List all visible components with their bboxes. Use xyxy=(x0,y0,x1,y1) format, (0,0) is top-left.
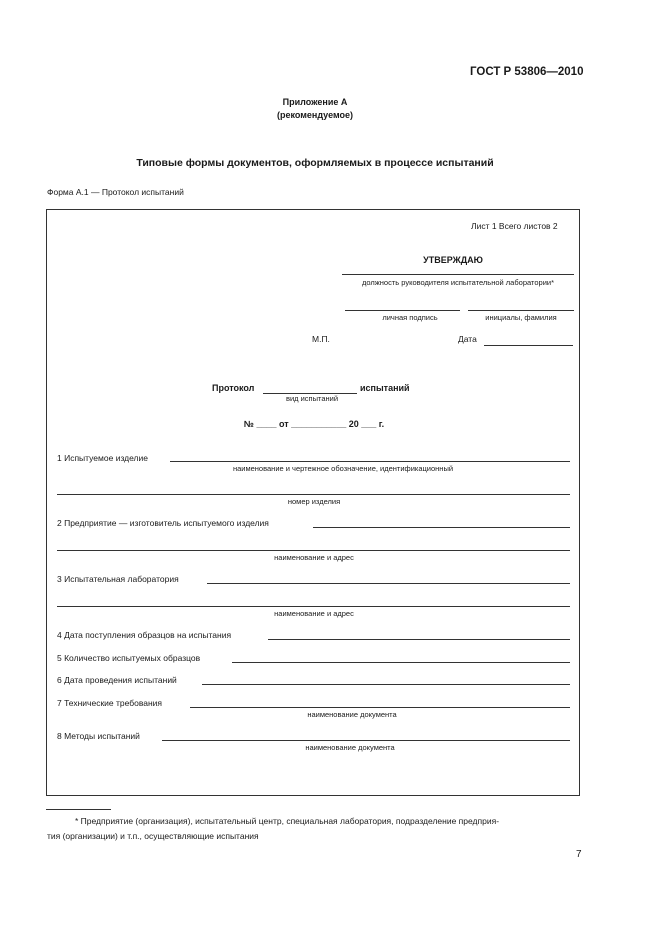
item-2-line xyxy=(313,527,570,528)
date-label: Дата xyxy=(458,334,477,344)
item-3-line xyxy=(207,583,570,584)
position-caption: должность руководителя испытательной лаборатории* xyxy=(362,278,554,287)
protocol-title-left: Протокол xyxy=(212,383,255,393)
item-2-line-2 xyxy=(57,550,570,551)
item-1-caption: наименование и чертежное обозначение, идентификационный xyxy=(232,464,454,473)
appendix-title: Приложение А xyxy=(282,97,348,107)
page-number: 7 xyxy=(576,849,582,860)
appendix-status: (рекомендуемое) xyxy=(277,110,353,120)
footnote-line-2: тия (организации) и т.п., осуществляющие испытания xyxy=(47,831,259,841)
item-3-line-2 xyxy=(57,606,570,607)
item-8-label: 8 Методы испытаний xyxy=(57,731,140,741)
stamp-label: М.П. xyxy=(312,334,330,344)
item-1-line-2 xyxy=(57,494,570,495)
item-4-label: 4 Дата поступления образцов на испытания xyxy=(57,630,232,640)
item-7-caption: наименование документа xyxy=(307,710,397,719)
item-6-line xyxy=(202,684,570,685)
sheet-count: Лист 1 Всего листов 2 xyxy=(471,221,558,231)
item-3-caption: наименование и адрес xyxy=(274,609,354,618)
item-2-label: 2 Предприятие — изготовитель испытуемого изделия xyxy=(57,518,269,528)
item-3-label: 3 Испытательная лаборатория xyxy=(57,574,179,584)
item-7-label: 7 Технические требования xyxy=(57,698,163,708)
item-6-label: 6 Дата проведения испытаний xyxy=(57,675,177,685)
footnote-line-1: * Предприятие (организация), испытательный центр, специальная лаборатория, подразделение предприя- xyxy=(75,816,500,826)
approve-title: УТВЕРЖДАЮ xyxy=(423,255,483,265)
item-8-line xyxy=(162,740,570,741)
date-line xyxy=(484,345,573,346)
item-1-label: 1 Испытуемое изделие xyxy=(57,453,148,463)
protocol-type-caption: вид испытаний xyxy=(285,394,339,403)
protocol-number: № ____ от ___________ 20 ___ г. xyxy=(243,419,385,429)
item-7-line xyxy=(190,707,570,708)
item-5-label: 5 Количество испытуемых образцов xyxy=(57,653,201,663)
name-line xyxy=(468,310,574,311)
signature-line xyxy=(345,310,460,311)
name-caption: инициалы, фамилия xyxy=(485,313,557,322)
item-1-caption-2: номер изделия xyxy=(287,497,341,506)
item-8-caption: наименование документа xyxy=(305,743,395,752)
protocol-title-right: испытаний xyxy=(360,383,410,393)
standard-number: ГОСТ Р 53806—2010 xyxy=(470,66,584,78)
item-1-line xyxy=(170,461,570,462)
form-caption: Форма А.1 — Протокол испытаний xyxy=(47,187,184,197)
signature-caption: личная подпись xyxy=(382,313,438,322)
item-2-caption: наименование и адрес xyxy=(274,553,354,562)
section-title: Типовые формы документов, оформляемых в процессе испытаний xyxy=(136,157,494,169)
item-4-line xyxy=(268,639,570,640)
item-5-line xyxy=(232,662,570,663)
footnote-rule xyxy=(46,809,111,810)
position-line xyxy=(342,274,574,275)
